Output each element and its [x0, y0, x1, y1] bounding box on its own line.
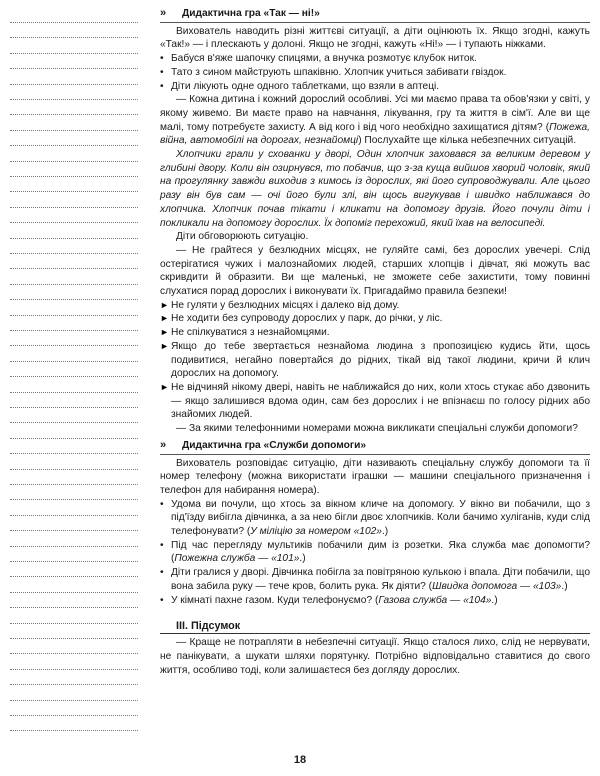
bullet-icon: •: [160, 80, 164, 92]
note-line: [10, 653, 138, 654]
note-line: [10, 561, 138, 562]
double-chevron-icon: »: [160, 438, 166, 451]
list-item: ► Не ходити без супроводу дорослих у парк, до річки, у ліс.: [160, 313, 443, 325]
bullet-icon: •: [160, 498, 164, 510]
note-line: [10, 176, 138, 177]
list-item: • У кімнаті пахне газом. Куди телефонуємо? (Газова служба — «104».): [160, 594, 498, 606]
page-number: 18: [293, 754, 307, 766]
game-intro: Вихователь наводить різні життєві ситуації, а діти оцінюють їх. Якщо згодні, кажуть «Так!» — і плескають у долоні. Якщо не згодні, кажуть «Ні!» — і тупають ніжками.: [160, 25, 590, 51]
note-line: [10, 607, 138, 608]
paragraph: Діти обговорюють ситуацію.: [176, 231, 309, 243]
paragraph: — За якими телефонними номерами можна викликати спеціальні служби допомоги?: [176, 423, 578, 435]
game-title: Дидактична гра «Служби допомоги»: [182, 439, 367, 451]
bullet-icon: •: [160, 539, 164, 551]
note-line: [10, 99, 138, 100]
note-line: [10, 546, 138, 547]
note-line: [10, 515, 138, 516]
note-line: [10, 669, 138, 670]
triangle-bullet-icon: ►: [160, 299, 169, 310]
game-title: Дидактична гра «Так — ні!»: [182, 8, 320, 19]
section-heading: III. Підсумок: [160, 611, 590, 634]
list-item: • Удома ви почули, що хтось за вікном кличе на допомогу. У вікно ви побачили, що з під'їзду вибігла дівчинка, а за нею бігли двоє хлопчиків. Коли бачимо хуліганів, куди слід телефонувати? (У міліцію за номером «102».): [160, 498, 590, 538]
list-item: ► Не відчиняй нікому двері, навіть не наближайся до них, коли хтось стукає або дзвонить — якщо залишився вдома один, сам без дорослих і не впізнаєш по голосу рідних або знайомих людей.: [160, 381, 590, 421]
double-chevron-icon: »: [160, 7, 166, 19]
note-line: [10, 530, 138, 531]
summary-paragraph: — Краще не потрапляти в небезпечні ситуації. Якщо сталося лихо, слід не нервувати, не панікувати, а шукати шляхи порятунку. Потрібно відповідально ставитися до свого життя, особливо тоді, коли залишаєтеся без догляду дорослих.: [160, 637, 590, 676]
note-line: [10, 161, 138, 162]
note-line: [10, 191, 138, 192]
note-line: [10, 84, 138, 85]
list-item: ► Не спілкуватися з незнайомцями.: [160, 327, 330, 339]
note-line: [10, 438, 138, 439]
paragraph: — Не грайтеся у безлюдних місцях, не гуляйте самі, без дорослих увечері. Слід остерігатися чужих і малознайомих людей, старших хлопців і дівчат, які можуть вас скривдити й образити. Ви ще маленькі, не зможете себе захистити, тому повинні слухатися порад дорослих і виконувати їх. Пригадаймо правила безпеки!: [160, 244, 590, 298]
note-line: [10, 453, 138, 454]
note-line: [10, 592, 138, 593]
note-line: [10, 315, 138, 316]
note-line: [10, 284, 138, 285]
note-line: [10, 22, 138, 23]
page-content: [160, 6, 590, 677]
triangle-bullet-icon: ►: [160, 340, 169, 351]
story-paragraph: Хлопчики грали у схованки у дворі, Один хлопчик заховався за великим деревом у глибині двору. Коли він озирнувся, то побачив, що з-за куща вийшов хворий чоловік, який на прогулянку завжди виходив з кимось із дорослих, які його супроводжували. Але цього разу він був сам — очі його були злі, він щось вигукував і швидко наближався до хлопчика. Хлопчик почав тікати і кликати на допомогу друзів. Його почули діти і покликали на допомогу дорослих. Їх допоміг перехожий, який їхав на велосипеді.: [160, 149, 590, 229]
triangle-bullet-icon: ►: [160, 327, 169, 338]
bullet-icon: •: [160, 567, 164, 579]
note-line: [10, 114, 138, 115]
list-item: • Тато з сином майструють шпаківню. Хлопчик учиться забивати гвіздок.: [160, 66, 507, 78]
note-line: [10, 253, 138, 254]
paragraph: — Кожна дитина і кожний дорослий особливі. Усі ми маємо права та обов'язки у світі, у якому живемо. Ви маєте право на навчання, лікування, гру та життя в сім'ї. Але ви ще малі, тому потребуєте захисту. А від кого і від чого необхідно захищатися дітям? (Пожежа, війна, автомобілі на дорогах, незнайомці) Послухайте ще кілька небезпечних ситуацій.: [160, 94, 590, 147]
note-line: [10, 330, 138, 331]
note-line: [10, 638, 138, 639]
note-line: [10, 345, 138, 346]
note-line: [10, 684, 138, 685]
note-line: [10, 53, 138, 54]
list-item: ► Якщо до тебе звертається незнайома людина з пропозицією кудись йти, щось подивитися, негайно повертайся до рідних, тікай від такої людини, кричи й клич дорослих на допомогу.: [160, 340, 590, 380]
game-intro: Вихователь розповідає ситуацію, діти називають спеціальну службу допомоги та її номер телефону (можна використати іграшки — машини спеціального призначення і телефон для набирання номера).: [160, 457, 590, 496]
note-line: [10, 376, 138, 377]
bullet-icon: •: [160, 66, 164, 78]
note-line: [10, 268, 138, 269]
list-item: • Бабуся в'яже шапочку спицями, а внучка розмотує клубок ниток.: [160, 53, 477, 65]
triangle-bullet-icon: ►: [160, 313, 169, 324]
note-line: [10, 392, 138, 393]
note-line: [10, 422, 138, 423]
note-line: [10, 700, 138, 701]
note-line: [10, 407, 138, 408]
list-item: • Діти гралися у дворі. Дівчинка побігла за повітряною кулькою і впала. Діти побачили, що вона забила руку — тече кров, болить рука. Як діяти? (Швидка допомога — «103».): [160, 567, 590, 592]
note-line: [10, 484, 138, 485]
note-line: [10, 361, 138, 362]
note-line: [10, 238, 138, 239]
note-line: [10, 222, 138, 223]
note-line: [10, 499, 138, 500]
list-item: • Діти лікують одне одного таблетками, що взяли в аптеці.: [160, 80, 440, 92]
bullet-icon: •: [160, 53, 164, 65]
game-heading-tak-ni: [160, 6, 590, 23]
note-line: [10, 37, 138, 38]
note-line: [10, 715, 138, 716]
list-item: ► Не гуляти у безлюдних місцях і далеко від дому.: [160, 299, 400, 311]
triangle-bullet-icon: ►: [160, 381, 169, 392]
list-item: • Під час перегляду мультиків побачили дим із розетки. Яка служба має допомогти? (Пожежна служба — «101».): [160, 539, 590, 565]
bullet-icon: •: [160, 594, 164, 606]
note-line: [10, 299, 138, 300]
note-line: [10, 469, 138, 470]
note-line: [10, 730, 138, 731]
notes-margin: [0, 0, 148, 744]
note-line: [10, 576, 138, 577]
note-line: [10, 145, 138, 146]
game-heading-services: [160, 438, 590, 455]
note-line: [10, 623, 138, 624]
note-line: [10, 68, 138, 69]
note-line: [10, 130, 138, 131]
note-line: [10, 207, 138, 208]
